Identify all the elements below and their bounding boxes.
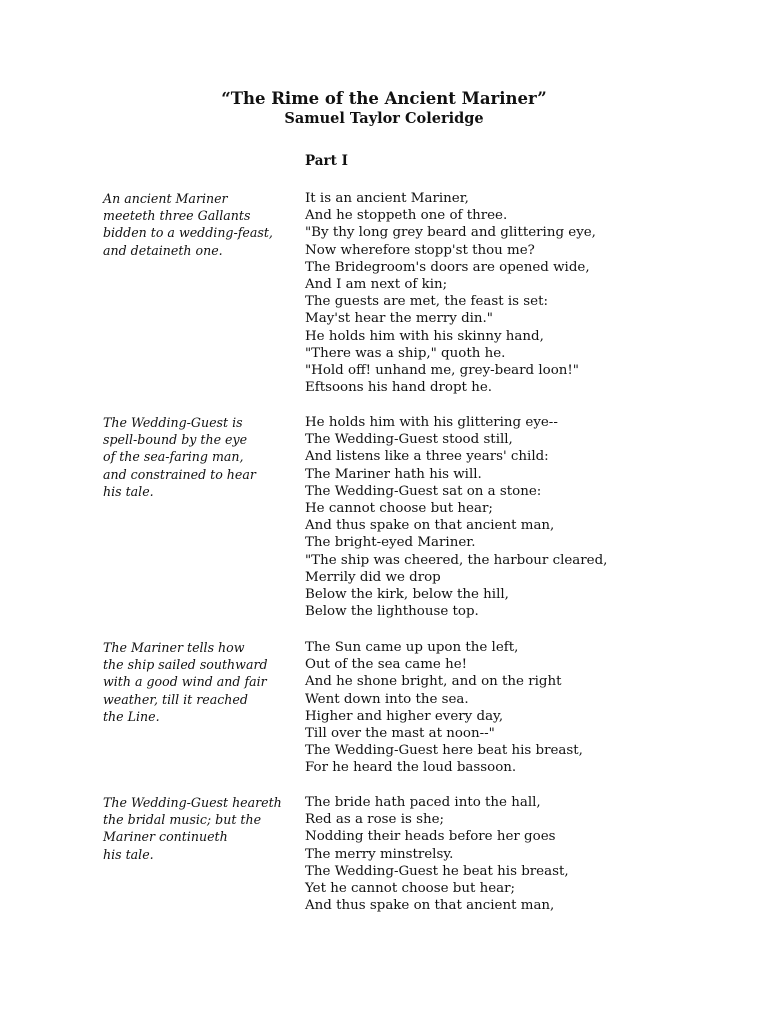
verse-line: The guests are met, the feast is set:: [305, 294, 548, 310]
gloss-line: Mariner continueth: [103, 829, 228, 845]
title-block: [0, 89, 768, 129]
verse-line: He holds him with his skinny hand,: [305, 328, 544, 344]
verse-line: Nodding their heads before her goes: [305, 829, 556, 845]
gloss-line: the bridal music; but the: [103, 812, 262, 828]
verse-line: The bride hath paced into the hall,: [305, 795, 541, 810]
verse-line: The Wedding-Guest he beat his breast,: [305, 863, 569, 879]
verse-line: Till over the mast at noon--": [305, 726, 495, 742]
verse-line: Higher and higher every day,: [305, 708, 504, 724]
verse-line: And I am next of kin;: [305, 277, 448, 293]
gloss-line: weather, till it reached: [103, 691, 248, 707]
gloss-line: his tale.: [103, 846, 154, 862]
verse-line: The Mariner hath his will.: [305, 466, 482, 482]
gloss-note: [103, 794, 298, 863]
verse-line: And he shone bright, and on the right: [305, 674, 562, 690]
gloss-line: bidden to a wedding-feast,: [103, 225, 273, 241]
gloss-line: the ship sailed southward: [103, 657, 268, 673]
verse-line: The Wedding-Guest stood still,: [305, 432, 513, 448]
verse-line: And he stoppeth one of three.: [305, 208, 508, 224]
gloss-line: the Line.: [103, 708, 160, 724]
verse-line: The Wedding-Guest here beat his breast,: [305, 743, 583, 759]
verse-line: Eftsoons his hand dropt he.: [305, 380, 493, 396]
verse-line: The merry minstrelsy.: [305, 846, 454, 862]
verse-stanza: [305, 190, 745, 396]
verse-line: Below the kirk, below the hill,: [305, 587, 509, 603]
verse-line: The Bridegroom's doors are opened wide,: [305, 259, 590, 275]
verse-stanza: [305, 639, 745, 777]
verse-line: He holds him with his glittering eye--: [305, 415, 558, 430]
verse-line: The Wedding-Guest sat on a stone:: [305, 483, 542, 499]
verse-line: The Sun came up upon the left,: [305, 640, 519, 655]
verse-line: Below the lighthouse top.: [305, 604, 479, 620]
verse-line: It is an ancient Mariner,: [305, 191, 469, 206]
gloss-note: [103, 190, 298, 259]
verse-line: Red as a rose is she;: [305, 812, 445, 828]
verse-line: And listens like a three years' child:: [305, 449, 549, 465]
part-heading: Part I: [305, 153, 348, 169]
gloss-line: The Wedding-Guest heareth: [103, 795, 282, 810]
verse-line: Went down into the sea.: [305, 691, 469, 707]
verse-line: Yet he cannot choose but hear;: [305, 881, 516, 897]
gloss-line: meeteth three Gallants: [103, 208, 251, 224]
gloss-line: his tale.: [103, 483, 154, 499]
verse-stanza: [305, 414, 745, 620]
gloss-line: The Wedding-Guest is: [103, 415, 243, 430]
verse-line: He cannot choose but hear;: [305, 501, 493, 517]
verse-line: May'st hear the merry din.": [305, 311, 493, 327]
verse-line: And thus spake on that ancient man,: [305, 518, 555, 534]
gloss-line: and detaineth one.: [103, 242, 223, 258]
verse-line: "There was a ship," quoth he.: [305, 345, 506, 361]
verse-stanza: [305, 794, 745, 914]
verse-line: Merrily did we drop: [305, 569, 441, 585]
verse-line: "Hold off! unhand me, grey-beard loon!": [305, 363, 579, 379]
verse-line: "The ship was cheered, the harbour cleared,: [305, 552, 608, 568]
gloss-line: of the sea-faring man,: [103, 449, 244, 465]
verse-line: The bright-eyed Mariner.: [305, 535, 476, 551]
verse-line: For he heard the loud bassoon.: [305, 760, 517, 776]
verse-line: "By thy long grey beard and glittering eye,: [305, 225, 596, 241]
verse-line: Out of the sea came he!: [305, 657, 468, 673]
gloss-line: An ancient Mariner: [103, 191, 228, 206]
gloss-note: [103, 414, 298, 500]
gloss-note: [103, 639, 298, 725]
gloss-line: and constrained to hear: [103, 466, 256, 482]
gloss-line: spell-bound by the eye: [103, 432, 248, 448]
verse-line: Now wherefore stopp'st thou me?: [305, 242, 535, 258]
gloss-line: with a good wind and fair: [103, 674, 267, 690]
gloss-line: The Mariner tells how: [103, 640, 245, 655]
poem-title: “The Rime of the Ancient Mariner”: [221, 89, 547, 108]
poem-author: Samuel Taylor Coleridge: [284, 110, 484, 127]
verse-line: And thus spake on that ancient man,: [305, 898, 555, 914]
